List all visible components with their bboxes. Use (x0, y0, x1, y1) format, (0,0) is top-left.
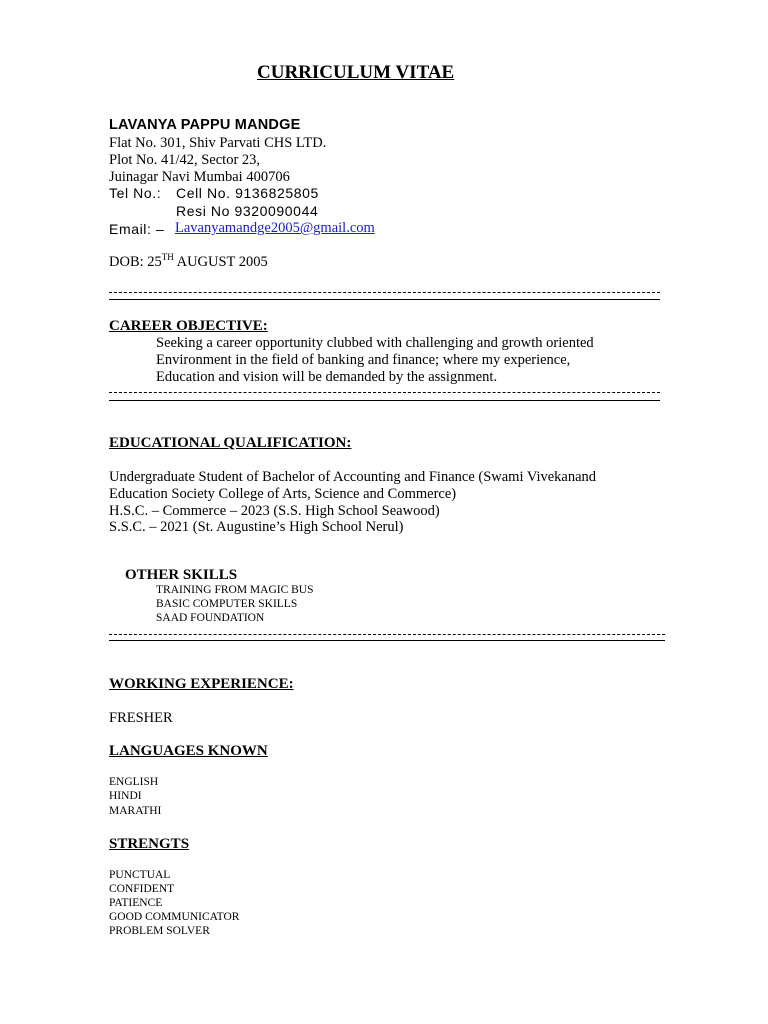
strength-item: PATIENCE (109, 897, 163, 909)
dob-rest: AUGUST 2005 (173, 254, 268, 270)
divider-solid (109, 400, 660, 401)
career-line-3: Education and vision will be demanded by the assignment. (156, 369, 498, 385)
tel-label: Tel No.: (109, 185, 162, 201)
resi-number: Resi No 9320090044 (176, 203, 319, 219)
education-line-2: Education Society College of Arts, Science and Commerce) (109, 486, 457, 502)
dob-suffix: TH (161, 252, 174, 263)
address-line-1: Flat No. 301, Shiv Parvati CHS LTD. (109, 135, 327, 151)
education-heading: EDUCATIONAL QUALIFICATION: (109, 435, 352, 451)
other-skills-heading: OTHER SKILLS (125, 567, 238, 583)
document-title: CURRICULUM VITAE (257, 62, 455, 83)
experience-value: FRESHER (109, 710, 173, 726)
dob-label: DOB: 25 (109, 254, 162, 270)
language-item: MARATHI (109, 805, 162, 817)
language-item: ENGLISH (109, 776, 159, 788)
career-line-1: Seeking a career opportunity clubbed with challenging and growth oriented (156, 335, 594, 351)
working-experience-heading: WORKING EXPERIENCE: (109, 676, 294, 692)
education-line-3: H.S.C. – Commerce – 2023 (S.S. High School Seawood) (109, 503, 440, 519)
divider-solid (109, 299, 660, 300)
dob-line (109, 254, 268, 271)
language-item: HINDI (109, 790, 142, 802)
email-label: Email: – (109, 221, 165, 237)
address-line-3: Juinagar Navi Mumbai 400706 (109, 169, 290, 185)
cell-number: Cell No. 9136825805 (176, 185, 319, 201)
address-line-2: Plot No. 41/42, Sector 23, (109, 152, 261, 168)
divider-dashed (109, 634, 665, 635)
education-line-1: Undergraduate Student of Bachelor of Accounting and Finance (Swami Vivekanand (109, 469, 597, 485)
candidate-name: LAVANYA PAPPU MANDGE (109, 117, 301, 133)
languages-heading: LANGUAGES KNOWN (109, 743, 268, 759)
strength-item: PROBLEM SOLVER (109, 925, 210, 937)
other-skill-item: SAAD FOUNDATION (156, 612, 265, 624)
strength-item: GOOD COMMUNICATOR (109, 911, 240, 923)
divider-solid (109, 640, 665, 641)
divider-dashed (109, 392, 660, 393)
strength-item: CONFIDENT (109, 883, 175, 895)
strength-item: PUNCTUAL (109, 869, 171, 881)
other-skill-item: BASIC COMPUTER SKILLS (156, 598, 298, 610)
divider-dashed (109, 292, 660, 293)
other-skill-item: TRAINING FROM MAGIC BUS (156, 584, 314, 596)
career-objective-heading: CAREER OBJECTIVE: (109, 318, 268, 334)
strengths-heading: STRENGTS (109, 836, 190, 852)
education-line-4: S.S.C. – 2021 (St. Augustine’s High School Nerul) (109, 519, 404, 535)
career-line-2: Environment in the field of banking and finance; where my experience, (156, 352, 571, 368)
email-link[interactable]: Lavanyamandge2005@gmail.com (175, 220, 375, 236)
